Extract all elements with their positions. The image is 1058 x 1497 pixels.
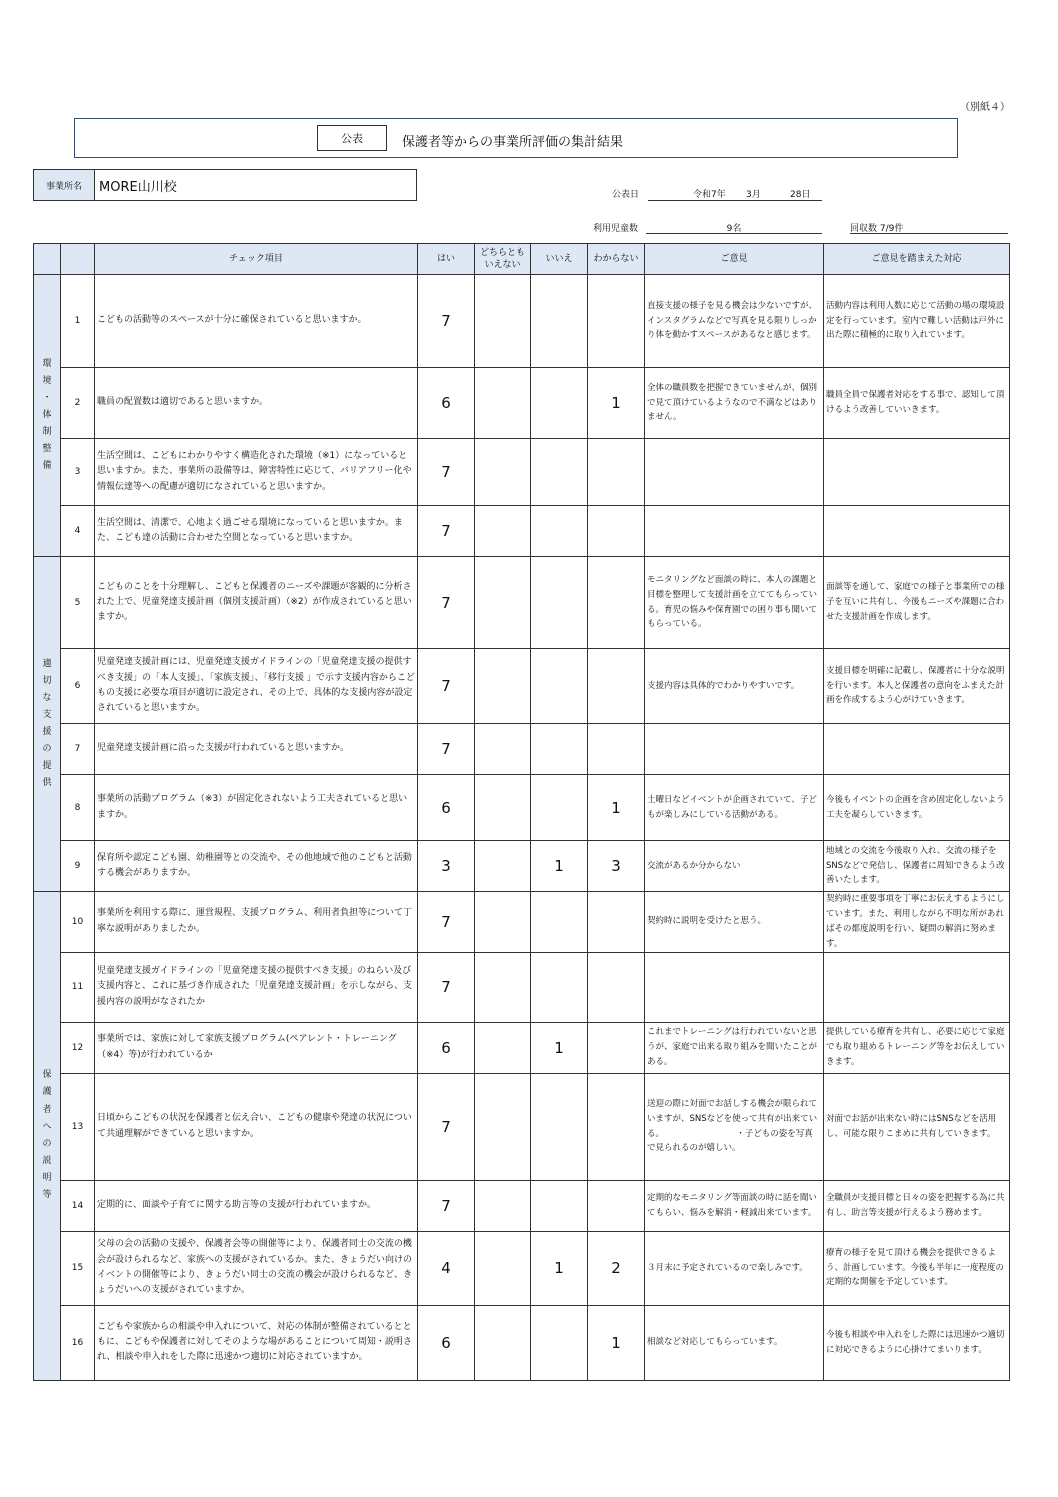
header-check-item: チェック項目 xyxy=(95,244,418,275)
count-unknown xyxy=(588,439,645,506)
category-char: 備 xyxy=(42,461,52,472)
attachment-note: （別紙４） xyxy=(960,102,1010,113)
response-text: 活動内容は利用人数に応じて活動の場の環境設定を行っています。室内で難しい活動は戸外に出た際に積極的に取り入れています。 xyxy=(824,275,1010,368)
count-yes: 7 xyxy=(418,892,475,953)
opinion-text xyxy=(645,506,824,557)
category-cell xyxy=(34,275,61,557)
table-row xyxy=(34,841,1010,892)
row-number: 9 xyxy=(61,841,95,892)
count-unknown xyxy=(588,724,645,775)
category-char: 護 xyxy=(42,1087,52,1098)
count-unknown xyxy=(588,892,645,953)
count-no xyxy=(531,275,588,368)
count-yes: 6 xyxy=(418,1022,475,1073)
count-unknown: 1 xyxy=(588,368,645,439)
response-text: 今後もイベントの企画を含め固定化しないよう工夫を凝らしていきます。 xyxy=(824,775,1010,841)
category-char: へ xyxy=(42,1121,52,1132)
category-char: 切 xyxy=(42,675,52,686)
count-neither xyxy=(475,439,531,506)
category-char: 制 xyxy=(42,427,52,438)
check-item: 事業所の活動プログラム（※3）が固定化されないよう工夫されていると思いますか。 xyxy=(95,775,418,841)
table-row xyxy=(34,724,1010,775)
table-row xyxy=(34,439,1010,506)
row-number: 3 xyxy=(61,439,95,506)
publish-day: 28日 xyxy=(790,190,811,200)
check-item: 定期的に、面談や子育てに関する助言等の支援が行われていますか。 xyxy=(95,1180,418,1231)
count-neither xyxy=(475,841,531,892)
row-number: 13 xyxy=(61,1073,95,1180)
count-yes: 6 xyxy=(418,368,475,439)
responses-count: 回収数 7/9件 xyxy=(850,221,1008,234)
response-text: 今後も相談や申入れをした際には迅速かつ適切に対応できるように心掛けてまいります。 xyxy=(824,1305,1010,1380)
public-tag: 公表 xyxy=(317,125,387,151)
count-no: 1 xyxy=(531,1231,588,1305)
header-no: いいえ xyxy=(531,244,588,275)
count-yes: 3 xyxy=(418,841,475,892)
count-neither xyxy=(475,1231,531,1305)
opinion-text: 交流があるか分からない xyxy=(645,841,824,892)
opinion-text: 契約時に説明を受けたと思う。 xyxy=(645,892,824,953)
table-row xyxy=(34,506,1010,557)
office-name-box xyxy=(33,169,417,201)
row-number: 16 xyxy=(61,1305,95,1380)
header-opinion: ご意見 xyxy=(645,244,824,275)
opinion-text xyxy=(645,724,824,775)
opinion-text: 支援内容は具体的でわかりやすいです。 xyxy=(645,649,824,724)
opinion-text: 直接支援の様子を見る機会は少ないですが、インスタグラムなどで写真を見る限りしっかり体を動かすスペースがあるなと感じます。 xyxy=(645,275,824,368)
count-no: 1 xyxy=(531,841,588,892)
category-char: の xyxy=(42,1138,52,1149)
table-row xyxy=(34,1305,1010,1380)
row-number: 12 xyxy=(61,1022,95,1073)
opinion-text: モニタリングなど面談の時に、本人の課題と目標を整理して支援計画を立ててもらっている。育児の悩みや保育園での困り事も聞いてもらっている。 xyxy=(645,557,824,649)
category-char: 援 xyxy=(42,727,52,737)
page-title: 保護者等からの事業所評価の集計結果 xyxy=(402,135,624,150)
row-number: 5 xyxy=(61,557,95,649)
check-item: こどもの活動等のスペースが十分に確保されていると思いますか。 xyxy=(95,275,418,368)
count-no xyxy=(531,439,588,506)
check-item: 保育所や認定こども園、幼稚園等との交流や、その他地域で他のこどもと活動する機会がありますか。 xyxy=(95,841,418,892)
count-neither xyxy=(475,275,531,368)
count-yes: 7 xyxy=(418,952,475,1022)
count-yes: 7 xyxy=(418,439,475,506)
response-text: 地域との交流を今後取り入れ、交流の様子をSNSなどで発信し、保護者に周知できるよう改善いたします。 xyxy=(824,841,1010,892)
table-row xyxy=(34,775,1010,841)
check-item: こどもや家族からの相談や申入れについて、対応の体制が整備されているとともに、こどもや保護者に対してそのような場があることについて周知・説明され、相談や申入れをした際に迅速かつ適切に対応されていますか。 xyxy=(95,1305,418,1380)
opinion-text: 送迎の際に対面でお話しする機会が限られていますが、SNSなどを使って共有が出来ている。 ・子どもの姿を写真で見られるのが嬉しい。 xyxy=(645,1073,824,1180)
table-row xyxy=(34,952,1010,1022)
response-text: 提供している療育を共有し、必要に応じて家庭でも取り組めるトレーニング等をお伝えしていきます。 xyxy=(824,1022,1010,1073)
users-value: 9名 xyxy=(646,221,822,234)
count-neither xyxy=(475,557,531,649)
check-item: 事業所では、家族に対して家族支援プログラム(ペアレント・トレーニング（※4）等)が行われているか xyxy=(95,1022,418,1073)
count-unknown: 1 xyxy=(588,775,645,841)
category-char: 支 xyxy=(42,709,52,720)
header-neither: どちらとも いえない xyxy=(475,244,531,275)
opinion-text xyxy=(645,952,824,1022)
opinion-text: これまでトレーニングは行われていないと思うが、家庭で出来る取り組みを聞いたことがある。 xyxy=(645,1022,824,1073)
check-item: 職員の配置数は適切であると思いますか。 xyxy=(95,368,418,439)
row-number: 6 xyxy=(61,649,95,724)
count-neither xyxy=(475,1180,531,1231)
table-row xyxy=(34,649,1010,724)
category-char: 供 xyxy=(42,778,52,789)
table-row xyxy=(34,275,1010,368)
row-number: 4 xyxy=(61,506,95,557)
response-text: 支援目標を明確に記載し、保護者に十分な説明を行います。本人と保護者の意向をふまえた計画を作成するよう心がけていきます。 xyxy=(824,649,1010,724)
header-yes: はい xyxy=(418,244,475,275)
count-neither xyxy=(475,892,531,953)
category-char: 保 xyxy=(42,1070,52,1081)
count-yes: 7 xyxy=(418,649,475,724)
count-no: 1 xyxy=(531,1022,588,1073)
count-no xyxy=(531,892,588,953)
category-char: 提 xyxy=(42,761,52,772)
category-char: な xyxy=(42,692,52,703)
count-unknown: 1 xyxy=(588,1305,645,1380)
response-text: 面談等を通して、家庭での様子と事業所での様子を互いに共有し、今後もニーズや課題に合わせた支援計画を作成します。 xyxy=(824,557,1010,649)
count-unknown: 3 xyxy=(588,841,645,892)
response-text: 療育の様子を見て頂ける機会を提供できるよう、計画しています。今後も半年に一度程度の定期的な開催を予定しています。 xyxy=(824,1231,1010,1305)
table-row xyxy=(34,1073,1010,1180)
opinion-text: 相談など対応してもらっています。 xyxy=(645,1305,824,1380)
count-no xyxy=(531,724,588,775)
count-unknown xyxy=(588,952,645,1022)
opinion-text xyxy=(645,439,824,506)
response-text xyxy=(824,439,1010,506)
category-char: 境 xyxy=(42,375,52,386)
category-char: 整 xyxy=(42,444,52,455)
check-item: 児童発達支援計画に沿った支援が行われていると思いますか。 xyxy=(95,724,418,775)
category-char: 者 xyxy=(42,1104,52,1115)
opinion-text: 土曜日などイベントが企画されていて、子どもが楽しみにしている活動がある。 xyxy=(645,775,824,841)
header-response: ご意見を踏まえた対応 xyxy=(824,244,1010,275)
header-unknown: わからない xyxy=(588,244,645,275)
check-item: 事業所を利用する際に、運営規程、支援プログラム、利用者負担等について丁寧な説明がありましたか。 xyxy=(95,892,418,953)
category-char: 明 xyxy=(42,1172,52,1183)
row-number: 2 xyxy=(61,368,95,439)
count-neither xyxy=(475,952,531,1022)
count-no xyxy=(531,952,588,1022)
count-yes: 7 xyxy=(418,724,475,775)
count-neither xyxy=(475,368,531,439)
category-char: の xyxy=(42,744,52,755)
count-neither xyxy=(475,1022,531,1073)
count-no xyxy=(531,775,588,841)
count-no xyxy=(531,1305,588,1380)
count-neither xyxy=(475,724,531,775)
response-text: 職員全員で保護者対応をする事で、認知して頂けるよう改善していいきます。 xyxy=(824,368,1010,439)
response-text: 対面でお話が出来ない時にはSNSなどを活用し、可能な限りこまめに共有していきます。 xyxy=(824,1073,1010,1180)
response-text xyxy=(824,506,1010,557)
count-unknown xyxy=(588,557,645,649)
table-row xyxy=(34,557,1010,649)
category-char: 体 xyxy=(42,409,52,420)
publish-era: 令和7年 xyxy=(693,190,726,200)
category-cell xyxy=(34,892,61,1381)
count-unknown xyxy=(588,275,645,368)
count-neither xyxy=(475,1073,531,1180)
count-yes: 7 xyxy=(418,1180,475,1231)
response-text: 契約時に重要事項を丁寧にお伝えするようにしています。また、利用しながら不明な所があればその都度説明を行い、疑問の解消に努めます。 xyxy=(824,892,1010,953)
count-no xyxy=(531,557,588,649)
opinion-text: ３月末に予定されているので楽しみです。 xyxy=(645,1231,824,1305)
users-label: 利用児童数 xyxy=(593,224,639,234)
count-yes: 6 xyxy=(418,775,475,841)
evaluation-table xyxy=(33,243,1010,1381)
opinion-text: 定期的なモニタリング等面談の時に話を聞いてもらい、悩みを解消・軽減出来ています。 xyxy=(645,1180,824,1231)
row-number: 8 xyxy=(61,775,95,841)
category-char: 説 xyxy=(42,1155,52,1166)
count-unknown xyxy=(588,506,645,557)
count-unknown xyxy=(588,1073,645,1180)
count-no xyxy=(531,649,588,724)
table-row xyxy=(34,1022,1010,1073)
category-char: ・ xyxy=(42,392,52,403)
opinion-text: 全体の職員数を把握できていませんが、個別で見て頂けているようなので不満などはありません。 xyxy=(645,368,824,439)
category-cell xyxy=(34,557,61,892)
row-number: 11 xyxy=(61,952,95,1022)
count-no xyxy=(531,1180,588,1231)
category-char: 環 xyxy=(42,358,52,369)
check-item: こどものことを十分理解し、こどもと保護者のニーズや課題が客観的に分析された上で、児童発達支援計画（個別支援計画）（※2）が作成されていると思いますか。 xyxy=(95,557,418,649)
table-row xyxy=(34,1180,1010,1231)
category-char: 適 xyxy=(42,658,52,669)
count-neither xyxy=(475,649,531,724)
count-no xyxy=(531,1073,588,1180)
count-unknown xyxy=(588,1180,645,1231)
publish-date-label: 公表日 xyxy=(612,190,640,200)
header-category xyxy=(34,244,61,275)
count-yes: 7 xyxy=(418,506,475,557)
count-unknown xyxy=(588,649,645,724)
header-number xyxy=(61,244,95,275)
row-number: 15 xyxy=(61,1231,95,1305)
count-neither xyxy=(475,1305,531,1380)
count-yes: 6 xyxy=(418,1305,475,1380)
response-text xyxy=(824,724,1010,775)
publish-month: 3月 xyxy=(746,190,761,200)
table-row xyxy=(34,368,1010,439)
count-yes: 7 xyxy=(418,275,475,368)
count-yes: 7 xyxy=(418,557,475,649)
check-item: 児童発達支援計画には、児童発達支援ガイドラインの「児童発達支援の提供すべき支援」の「本人支援」、「家族支援」、「移行支援 」で示す支援内容からこどもの支援に必要な項目が適切に設定され、その上で、具体的な支援内容が設定されていると思いますか。 xyxy=(95,649,418,724)
response-text: 全職員が支援目標と日々の姿を把握する為に共有し、助言等支援が行えるよう務めます。 xyxy=(824,1180,1010,1231)
check-item: 生活空間は、こどもにわかりやすく構造化された環境（※1）になっていると思いますか。また、事業所の設備等は、障害特性に応じて、バリアフリー化や情報伝達等への配慮が適切になされていると思いますか。 xyxy=(95,439,418,506)
check-item: 児童発達支援ガイドラインの「児童発達支援の提供すべき支援」のねらい及び支援内容と、これに基づき作成された「児童発達支援計画」を示しながら、支援内容の説明がなされたか xyxy=(95,952,418,1022)
row-number: 1 xyxy=(61,275,95,368)
table-row xyxy=(34,1231,1010,1305)
check-item: 日頃からこどもの状況を保護者と伝え合い、こどもの健康や発達の状況について共通理解ができていると思いますか。 xyxy=(95,1073,418,1180)
response-text xyxy=(824,952,1010,1022)
table-header-row xyxy=(34,244,1010,275)
office-name: MORE山川校 xyxy=(99,179,177,195)
count-no xyxy=(531,506,588,557)
count-unknown: 2 xyxy=(588,1231,645,1305)
row-number: 10 xyxy=(61,892,95,953)
count-yes: 4 xyxy=(418,1231,475,1305)
check-item: 父母の会の活動の支援や、保護者会等の開催等により、保護者同士の交流の機会が設けられるなど、家族への支援がされているか。また、きょうだい向けのイベントの開催等により、きょうだい同士の交流の機会が設けられるなど、きょうだいへの支援がされていますか。 xyxy=(95,1231,418,1305)
category-char: 等 xyxy=(42,1190,52,1201)
row-number: 14 xyxy=(61,1180,95,1231)
count-unknown xyxy=(588,1022,645,1073)
table-row xyxy=(34,892,1010,953)
count-neither xyxy=(475,775,531,841)
count-no xyxy=(531,368,588,439)
row-number: 7 xyxy=(61,724,95,775)
count-yes: 7 xyxy=(418,1073,475,1180)
check-item: 生活空間は、清潔で、心地よく過ごせる環境になっていると思いますか。また、こども達の活動に合わせた空間となっていると思いますか。 xyxy=(95,506,418,557)
count-neither xyxy=(475,506,531,557)
office-label: 事業所名 xyxy=(34,170,95,200)
